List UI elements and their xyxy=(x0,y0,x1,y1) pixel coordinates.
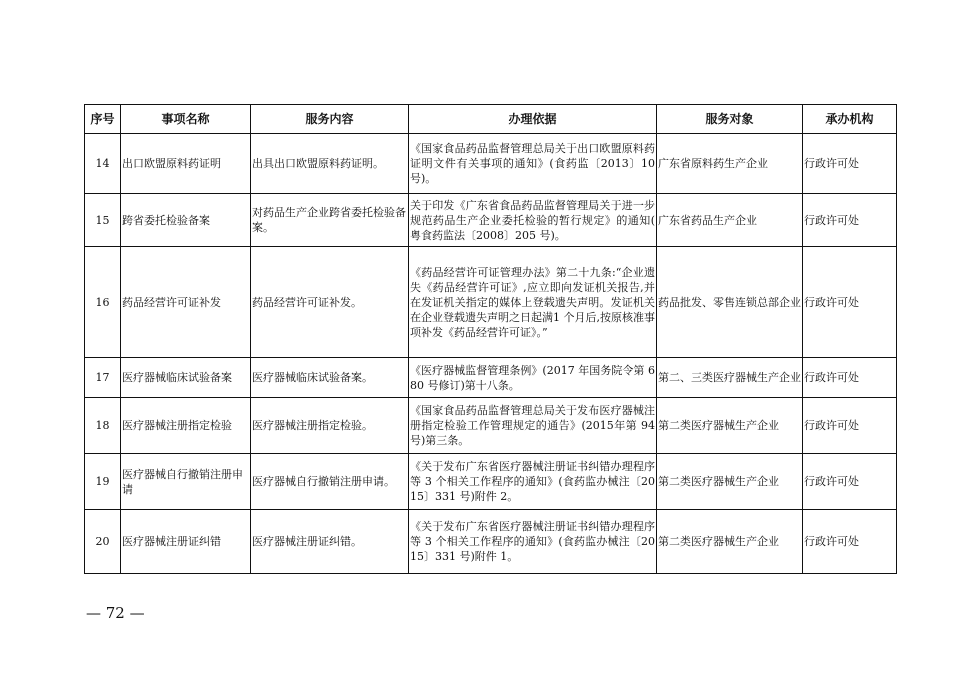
row-content: 出具出口欧盟原料药证明。 xyxy=(251,134,409,194)
table-row xyxy=(85,358,897,398)
page-number: — 72 — xyxy=(86,604,145,622)
row-no: 18 xyxy=(85,398,121,454)
row-content: 医疗器械自行撤销注册申请。 xyxy=(251,454,409,510)
row-name: 医疗器械临床试验备案 xyxy=(121,358,251,398)
row-name: 医疗器械注册证纠错 xyxy=(121,510,251,574)
row-no: 14 xyxy=(85,134,121,194)
row-basis: 《关于发布广东省医疗器械注册证书纠错办理程序等 3 个相关工作程序的通知》(食药监办械注〔2015〕331 号)附件 2。 xyxy=(409,454,657,510)
row-basis: 《关于发布广东省医疗器械注册证书纠错办理程序等 3 个相关工作程序的通知》(食药监办械注〔2015〕331 号)附件 1。 xyxy=(409,510,657,574)
row-no: 16 xyxy=(85,247,121,358)
row-basis: 《国家食品药品监督管理总局关于出口欧盟原料药证明文件有关事项的通知》(食药监〔2013〕10 号)。 xyxy=(409,134,657,194)
service-items-table xyxy=(84,104,897,574)
row-content: 医疗器械注册证纠错。 xyxy=(251,510,409,574)
row-org: 行政许可处 xyxy=(803,398,897,454)
row-org: 行政许可处 xyxy=(803,247,897,358)
row-content: 对药品生产企业跨省委托检验备案。 xyxy=(251,194,409,247)
header-no: 序号 xyxy=(85,105,121,134)
row-target: 广东省药品生产企业 xyxy=(657,194,803,247)
row-basis: 《医疗器械监督管理条例》(2017 年国务院令第 680 号修订)第十八条。 xyxy=(409,358,657,398)
row-org: 行政许可处 xyxy=(803,454,897,510)
row-target: 第二、三类医疗器械生产企业 xyxy=(657,358,803,398)
header-target: 服务对象 xyxy=(657,105,803,134)
row-target: 第二类医疗器械生产企业 xyxy=(657,398,803,454)
row-basis: 关于印发《广东省食品药品监督管理局关于进一步规范药品生产企业委托检验的暂行规定》的通知( 粤食药监法〔2008〕205 号)。 xyxy=(409,194,657,247)
table-row xyxy=(85,194,897,247)
row-target: 第二类医疗器械生产企业 xyxy=(657,510,803,574)
row-org: 行政许可处 xyxy=(803,510,897,574)
row-basis: 《国家食品药品监督管理总局关于发布医疗器械注册指定检验工作管理规定的通告》(2015年第 94 号)第三条。 xyxy=(409,398,657,454)
table-row xyxy=(85,134,897,194)
row-basis: 《药品经营许可证管理办法》第二十九条:“企业遗失《药品经营许可证》,应立即向发证机关报告,并在发证机关指定的媒体上登载遗失声明。发证机关在企业登载遗失声明之日起满1 个月后,按原核准事项补发《药品经营许可证》。” xyxy=(409,247,657,358)
row-org: 行政许可处 xyxy=(803,194,897,247)
row-content: 药品经营许可证补发。 xyxy=(251,247,409,358)
table-header-row xyxy=(85,105,897,134)
row-no: 17 xyxy=(85,358,121,398)
row-target: 广东省原料药生产企业 xyxy=(657,134,803,194)
row-name: 出口欧盟原料药证明 xyxy=(121,134,251,194)
row-name: 药品经营许可证补发 xyxy=(121,247,251,358)
row-name: 跨省委托检验备案 xyxy=(121,194,251,247)
row-no: 15 xyxy=(85,194,121,247)
header-name: 事项名称 xyxy=(121,105,251,134)
header-content: 服务内容 xyxy=(251,105,409,134)
row-org: 行政许可处 xyxy=(803,134,897,194)
row-content: 医疗器械注册指定检验。 xyxy=(251,398,409,454)
row-target: 药品批发、零售连锁总部企业 xyxy=(657,247,803,358)
table-row xyxy=(85,247,897,358)
row-content: 医疗器械临床试验备案。 xyxy=(251,358,409,398)
table-row xyxy=(85,510,897,574)
row-org: 行政许可处 xyxy=(803,358,897,398)
header-basis: 办理依据 xyxy=(409,105,657,134)
row-name: 医疗器械自行撤销注册申请 xyxy=(121,454,251,510)
row-no: 19 xyxy=(85,454,121,510)
row-target: 第二类医疗器械生产企业 xyxy=(657,454,803,510)
row-no: 20 xyxy=(85,510,121,574)
row-name: 医疗器械注册指定检验 xyxy=(121,398,251,454)
table-row xyxy=(85,454,897,510)
table-row xyxy=(85,398,897,454)
header-org: 承办机构 xyxy=(803,105,897,134)
